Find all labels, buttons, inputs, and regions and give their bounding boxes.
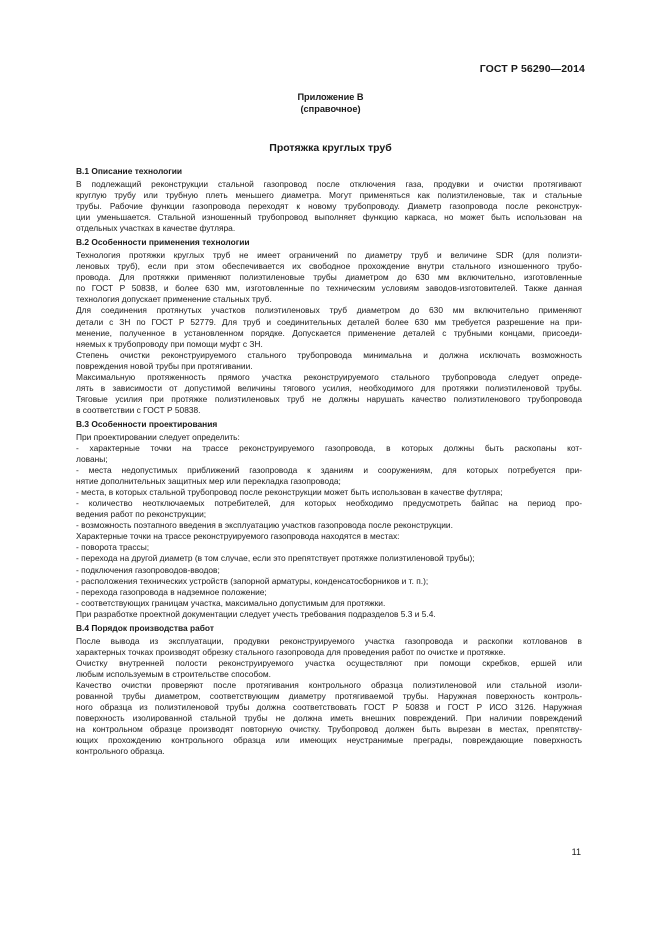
text-line: поверхность изолированной стальной трубы не должна иметь внешних повреждений. При наличии повреждений: [76, 713, 582, 724]
section-heading: В.2 Особенности применения технологии: [76, 237, 250, 248]
annex-subtitle: (справочное): [300, 104, 361, 114]
text-line: нятие дополнительных защитных мер или перекладка газопровода;: [76, 476, 341, 487]
text-line: - поворота трассы;: [76, 542, 150, 553]
text-line: ющих прохождению контрольного образца или имеющих неустранимые преграды, повреждающие поверхность: [76, 735, 582, 746]
text-line: - перехода газопровода в надземное положение;: [76, 586, 267, 597]
document-body: [76, 166, 582, 757]
text-line: При проектировании следует определить:: [76, 431, 240, 442]
text-line: - подключения газопроводов-вводов;: [76, 564, 220, 575]
text-line: - характерные точки на трассе реконструируемого газопровода, в которых должны быть раскопаны кот-: [76, 442, 582, 453]
text-line: - перехода на другой диаметр (в том случае, если это препятствует протяжке полиэтиленовой трубы);: [76, 553, 475, 564]
text-line: Максимальную протяженность прямого участка реконструируемого стального трубопровода следует опреде-: [76, 371, 582, 382]
annex-title: Приложение В: [297, 92, 364, 102]
section-heading: В.1 Описание технологии: [76, 166, 183, 176]
text-line: Качество очистки проверяют после протягивания контрольного образца полиэтиленовой или стальной изоли-: [76, 679, 582, 690]
text-line: Очистку внутренней полости реконструируемого участка осуществляют при помощи скребков, ершей или: [76, 657, 582, 668]
text-line: лять в зависимости от допустимой величины тягового усилия, необходимого для протяжки полиэтиленовой трубы.: [76, 382, 582, 393]
text-line: по ГОСТ Р 50838, и более 630 мм, изготовленные по техническим условиям заводов-изготовителей. Также данная: [76, 283, 582, 294]
text-line: ного образца из полиэтиленовой трубы должна соответствовать ГОСТ Р 50838 и ГОСТ Р ИСО 3126. Наружная: [76, 702, 582, 713]
text-line: - соответствующих границам участка, максимально допустимым для протяжки.: [76, 597, 386, 608]
text-line: характерных точках производят обрезку стального газопровода для проведения работ по очистке и протяжке.: [76, 646, 506, 657]
text-line: повреждения новой трубы при протягивании.: [76, 360, 253, 371]
text-line: контрольного образца.: [76, 746, 165, 757]
text-line: любым используемым в строительстве способом.: [76, 668, 271, 679]
text-line: - расположения технических устройств (запорной арматуры, конденсатосборников и т. п.);: [76, 575, 429, 586]
text-line: В подлежащий реконструкции стальной газопровод после отключения газа, продувки и очистки протягивают: [76, 179, 582, 189]
section-heading: В.4 Порядок производства работ: [76, 622, 214, 633]
text-line: трубы. Рабочие функции газопровода переходят к новому трубопроводу. Диаметр газопровода после реконструк-: [76, 201, 582, 212]
text-line: в соответствии с ГОСТ Р 50838.: [76, 404, 201, 415]
document-title: Протяжка круглых труб: [269, 142, 392, 154]
text-line: Для соединения протянутых участков полиэтиленовых труб диаметром до 630 мм включительно применяют: [76, 305, 582, 316]
text-line: няемых к трубопроводу при помощи муфт с ЗН.: [76, 338, 263, 349]
text-line: - места, в которых стальной трубопровод после реконструкции может быть использован в качестве футляра;: [76, 487, 503, 498]
text-line: круглую трубу или трубную плеть меньшего диаметра. Могут применяться как полиэтиленовые, так и стальные: [76, 190, 582, 201]
text-line: Тяговые усилия при протяжке полиэтиленовых труб не должны нарушать качество полиэтиленового трубопровода: [76, 393, 582, 404]
text-line: Степень очистки реконструируемого стального трубопровода минимальна и должна исключать возможность: [76, 349, 582, 360]
text-line: Характерные точки на трассе реконструируемого газопровода находятся в местах:: [76, 531, 400, 542]
text-line: ции уменьшается. Стальной изношенный трубопровод выполняет функцию каркаса, но может быть использован на: [76, 212, 582, 223]
text-line: менение, полученное в установленном порядке. Допускается применение деталей с трубными концами, присоеди-: [76, 327, 582, 338]
text-line: ведения работ по реконструкции;: [76, 509, 207, 520]
text-line: - возможность поэтапного введения в эксплуатацию участков газопровода после реконструкции.: [76, 520, 453, 531]
text-line: Технология протяжки круглых труб не имеет ограничений по диаметру труб и величине SDR (для полиэти-: [76, 250, 582, 261]
text-line: на контрольном образце производят повторную очистку. Трубопровод должен быть вырезан в местах, препятству-: [76, 724, 582, 735]
text-line: После вывода из эксплуатации, продувки реконструируемого участка газопровода и раскопки котлованов в: [76, 635, 582, 646]
text-line: детали с ЗН по ГОСТ Р 52779. Для труб и соединительных деталей более 630 мм требуется разрешение на при-: [76, 316, 582, 327]
page-number: 11: [571, 847, 581, 857]
text-line: отдельных участках в качестве футляра.: [76, 223, 236, 234]
text-line: - места недопустимых приближений газопровода к зданиям и сооружениям, для которых потребуется при-: [76, 465, 582, 476]
text-line: рованной трубы диаметром, соответствующим диаметру протягиваемой трубы. Наружная поверхность контроль-: [76, 690, 582, 701]
text-line: технология допускает применение стальных труб.: [76, 294, 272, 305]
text-line: При разработке проектной документации следует учесть требования подразделов 5.3 и 5.4.: [76, 608, 436, 619]
text-line: лованы;: [76, 454, 108, 465]
section-heading: В.3 Особенности проектирования: [76, 418, 218, 429]
standard-number: ГОСТ Р 56290—2014: [479, 63, 585, 75]
text-line: провода. Для протяжки применяют полиэтиленовые трубы диаметром до 630 мм включительно, изготовленные: [76, 272, 582, 283]
text-line: леновых труб), если при этом обеспечивается их свободное прохождение внутри стального изношенного трубо-: [76, 261, 582, 272]
text-line: - количество неотключаемых потребителей, для которых необходимо предусмотреть байпас на период про-: [76, 498, 582, 509]
